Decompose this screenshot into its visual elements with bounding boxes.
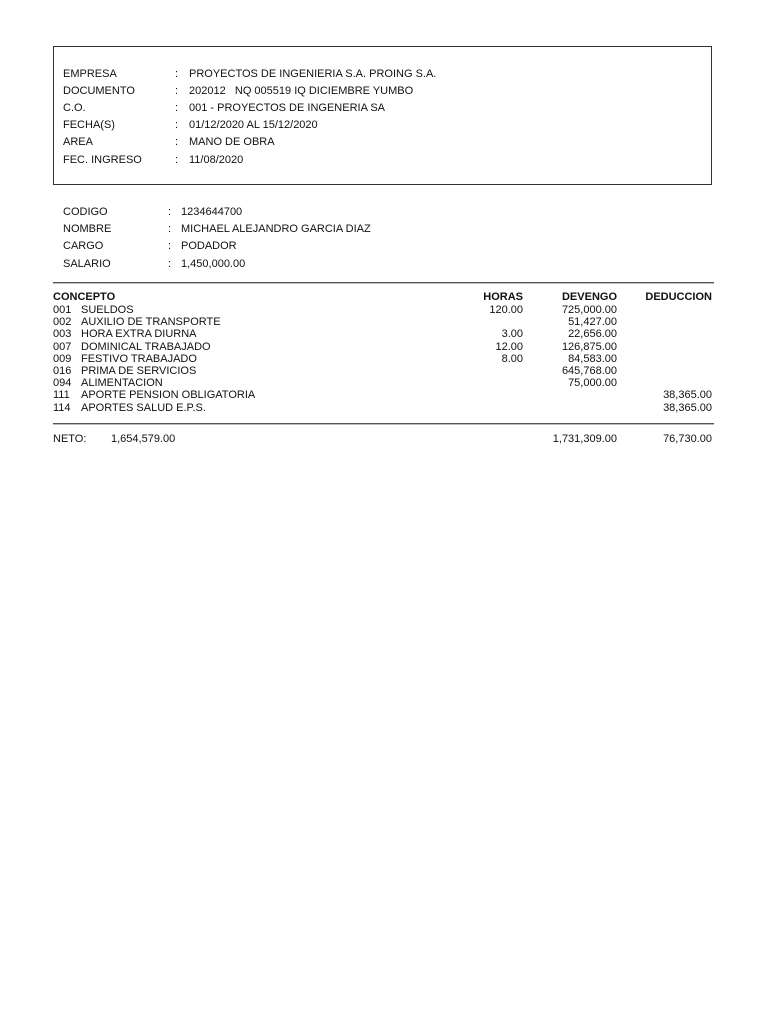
concept-devengo: 75,000.00 — [568, 377, 617, 390]
field-label: FEC. INGRESO — [63, 154, 142, 166]
column-header-deduccion: DEDUCCION — [645, 291, 712, 303]
concept-code: 009 — [53, 352, 72, 365]
field-value: 1234644700 — [181, 206, 243, 218]
field-separator: : — [175, 154, 179, 166]
concept-description: ALIMENTACION — [81, 377, 163, 390]
field-value: 11/08/2020 — [189, 154, 244, 166]
concept-code: 114 — [53, 401, 71, 414]
column-header-horas: HORAS — [483, 291, 523, 303]
field-separator: : — [168, 240, 172, 252]
field-value: MANO DE OBRA — [189, 136, 275, 148]
field-value: 001 - PROYECTOS DE INGENERIA SA — [189, 102, 386, 114]
field-label: CODIGO — [63, 206, 108, 218]
field-separator: : — [168, 206, 172, 218]
field-separator: : — [175, 68, 179, 80]
field-value: 202012 NQ 005519 IQ DICIEMBRE YUMBO — [189, 85, 414, 97]
concept-horas: 12.00 — [495, 340, 523, 353]
concept-description: DOMINICAL TRABAJADO — [81, 340, 211, 353]
field-separator: : — [175, 85, 179, 97]
table-header — [53, 291, 714, 304]
neto-label: NETO: — [53, 433, 87, 445]
field-label: CARGO — [63, 240, 104, 252]
field-label: SALARIO — [63, 258, 111, 270]
totals-row — [53, 432, 714, 446]
concept-description: APORTE PENSION OBLIGATORIA — [81, 389, 256, 402]
concept-horas: 3.00 — [501, 328, 523, 341]
field-value: 01/12/2020 AL 15/12/2020 — [189, 119, 318, 131]
concept-devengo: 84,583.00 — [568, 352, 617, 365]
neto-value: 1,654,579.00 — [111, 433, 176, 445]
concept-devengo: 126,875.00 — [561, 340, 617, 353]
field-separator: : — [175, 119, 179, 131]
concept-code: 016 — [53, 364, 72, 377]
concept-code: 111 — [53, 389, 70, 402]
field-separator: : — [175, 102, 179, 114]
concept-description: FESTIVO TRABAJADO — [81, 352, 197, 365]
field-value: PODADOR — [181, 240, 237, 252]
concept-horas: 8.00 — [501, 352, 523, 365]
field-value: 1,450,000.00 — [181, 258, 246, 270]
table-row — [53, 377, 714, 389]
column-header-concepto: CONCEPTO — [53, 291, 116, 303]
concept-devengo: 645,768.00 — [561, 364, 617, 377]
company-info-box — [53, 46, 712, 185]
concept-code: 002 — [53, 316, 72, 329]
devengo-total: 1,731,309.00 — [552, 433, 617, 445]
section-divider — [53, 282, 714, 284]
concept-code: 003 — [53, 328, 72, 341]
table-row — [53, 316, 714, 328]
table-row — [53, 328, 714, 340]
concept-devengo: 725,000.00 — [561, 304, 617, 316]
totals-divider — [53, 423, 714, 425]
column-header-devengo: DEVENGO — [561, 291, 617, 303]
field-label: FECHA(S) — [63, 119, 115, 131]
concepts-table — [53, 304, 714, 414]
field-label: NOMBRE — [63, 223, 112, 235]
concept-description: HORA EXTRA DIURNA — [81, 328, 197, 341]
concept-devengo: 22,656.00 — [568, 328, 617, 341]
field-separator: : — [168, 223, 172, 235]
table-row — [53, 365, 714, 377]
concept-description: PRIMA DE SERVICIOS — [81, 364, 197, 377]
table-row — [53, 353, 714, 365]
concept-code: 001 — [53, 304, 72, 316]
field-label: C.O. — [63, 102, 86, 114]
field-label: DOCUMENTO — [63, 85, 135, 97]
field-label: AREA — [63, 136, 93, 148]
concept-description: SUELDOS — [81, 304, 134, 316]
table-row — [53, 341, 714, 353]
deduccion-total: 76,730.00 — [663, 433, 712, 445]
table-row — [53, 402, 714, 414]
field-value: MICHAEL ALEJANDRO GARCIA DIAZ — [181, 223, 371, 235]
table-row — [53, 304, 714, 316]
concept-devengo: 51,427.00 — [568, 316, 617, 329]
concept-horas: 120.00 — [489, 304, 523, 316]
concept-deduccion: 38,365.00 — [663, 401, 712, 414]
concept-description: APORTES SALUD E.P.S. — [81, 401, 206, 414]
concept-code: 007 — [53, 340, 72, 353]
field-label: EMPRESA — [63, 68, 117, 80]
field-separator: : — [168, 258, 172, 270]
field-value: PROYECTOS DE INGENIERIA S.A. PROING S.A. — [189, 68, 437, 80]
field-separator: : — [175, 136, 179, 148]
concept-description: AUXILIO DE TRANSPORTE — [81, 316, 221, 329]
table-row — [53, 389, 714, 401]
concept-code: 094 — [53, 377, 72, 390]
concept-deduccion: 38,365.00 — [663, 389, 712, 402]
